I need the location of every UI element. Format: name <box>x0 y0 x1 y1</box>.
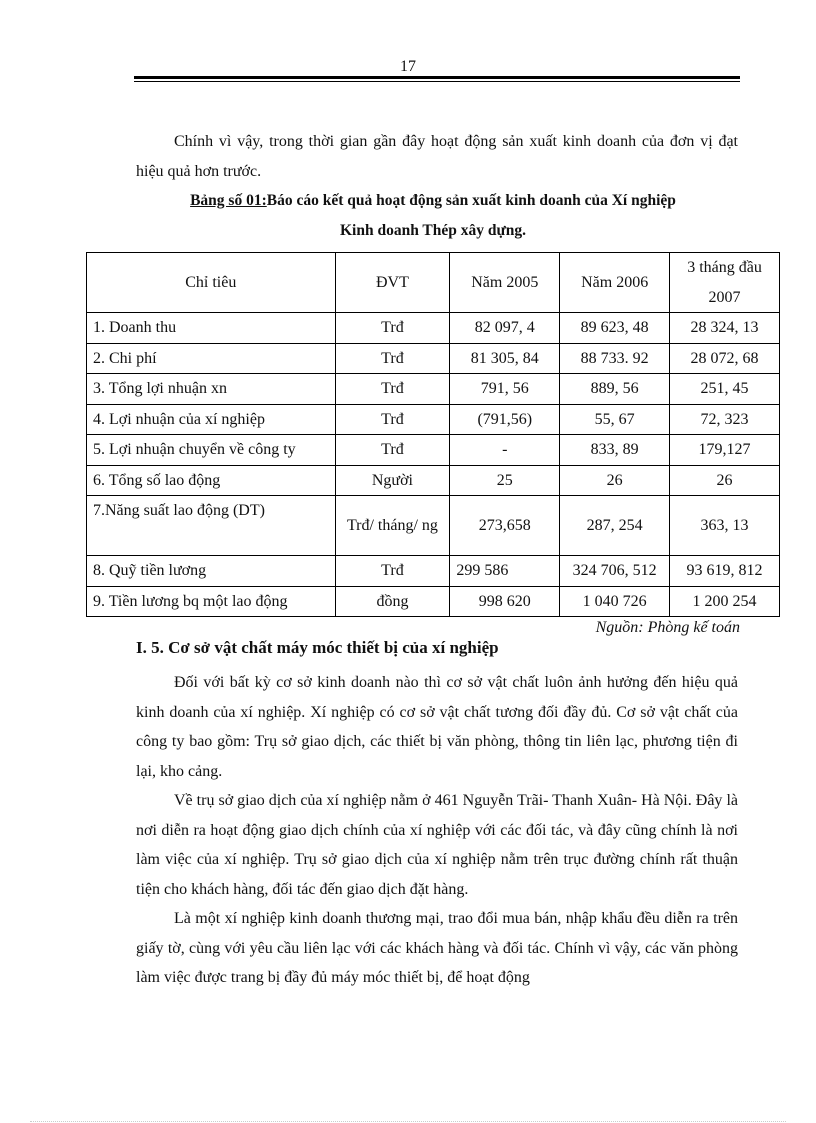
row-value-2005: 82 097, 4 <box>450 313 560 344</box>
table-caption-line2: Kinh doanh Thép xây dựng. <box>339 222 527 239</box>
row-value-2006: 287, 254 <box>560 496 670 556</box>
row-unit: Trđ <box>335 435 450 466</box>
table-row <box>87 465 780 496</box>
row-label: 8. Quỹ tiền lương <box>87 556 336 587</box>
row-unit: Người <box>335 465 450 496</box>
header-cell: ĐVT <box>335 253 450 313</box>
row-label: 7.Năng suất lao động (DT) <box>87 496 336 556</box>
row-unit: Trđ <box>335 374 450 405</box>
body-paragraph-2: Về trụ sở giao dịch của xí nghiệp nằm ở 461 Nguyễn Trãi- Thanh Xuân- Hà Nội. Đây là nơi diễn ra hoạt động giao dịch chính của xí nghiệp với các đối tác, và đây cũng chính là nơi làm việc của xí nghiệp. Trụ sở giao dịch của xí nghiệp nằm trên trục đường chính rất thuận tiện cho khách hàng, đối tác đến giao dịch đặt hàng. <box>136 792 738 898</box>
header-cell: Chỉ tiêu <box>87 253 336 313</box>
row-label: 5. Lợi nhuận chuyển về công ty <box>87 435 336 466</box>
header-cell: 3 tháng đầu 2007 <box>670 253 780 313</box>
table-row <box>87 404 780 435</box>
row-value-2005: - <box>450 435 560 466</box>
row-value-2005: 81 305, 84 <box>450 343 560 374</box>
header-cell: Năm 2006 <box>560 253 670 313</box>
row-unit: Trđ/ tháng/ ng <box>335 496 450 556</box>
row-value-2005: 791, 56 <box>450 374 560 405</box>
row-unit: Trđ <box>335 556 450 587</box>
row-label: 2. Chi phí <box>87 343 336 374</box>
table-row <box>87 435 780 466</box>
row-value-2007: 1 200 254 <box>670 586 780 617</box>
table-caption-line1 <box>86 192 780 210</box>
row-value-2007: 363, 13 <box>670 496 780 556</box>
header-cell: Năm 2005 <box>450 253 560 313</box>
intro-paragraph: Chính vì vậy, trong thời gian gần đây hoạt động sản xuất kinh doanh của đơn vị đạt hiệu quả hơn trước. <box>136 133 738 180</box>
table-row <box>87 496 780 556</box>
row-value-2005: 273,658 <box>450 496 560 556</box>
row-label: 4. Lợi nhuận của xí nghiệp <box>87 404 336 435</box>
row-value-2006: 889, 56 <box>560 374 670 405</box>
source-note: Nguồn: Phòng kế toán <box>595 619 740 636</box>
row-value-2007: 28 324, 13 <box>670 313 780 344</box>
table-row <box>87 374 780 405</box>
row-value-2005: 998 620 <box>450 586 560 617</box>
row-value-2006: 324 706, 512 <box>560 556 670 587</box>
row-value-2005: 25 <box>450 465 560 496</box>
row-value-2006: 1 040 726 <box>560 586 670 617</box>
table-row <box>87 343 780 374</box>
row-value-2006: 88 733. 92 <box>560 343 670 374</box>
row-value-2007: 179,127 <box>670 435 780 466</box>
header-rule-thin <box>134 81 740 82</box>
row-value-2006: 26 <box>560 465 670 496</box>
row-value-2006: 833, 89 <box>560 435 670 466</box>
row-value-2006: 89 623, 48 <box>560 313 670 344</box>
page-bottom-edge <box>30 1121 786 1122</box>
row-label: 1. Doanh thu <box>87 313 336 344</box>
row-value-2005: 299 586 <box>450 556 560 587</box>
row-unit: Trđ <box>335 343 450 374</box>
row-value-2007: 28 072, 68 <box>670 343 780 374</box>
body-paragraph-3: Là một xí nghiệp kinh doanh thương mại, trao đổi mua bán, nhập khẩu đều diễn ra trên giấy tờ, cùng với yêu cầu liên lạc với các khách hàng và đối tác. Chính vì vậy, các văn phòng làm việc được trang bị đầy đủ máy móc thiết bị, để hoạt động <box>136 910 738 986</box>
table-row <box>87 556 780 587</box>
table-header-row <box>87 253 780 313</box>
table-caption-title: Báo cáo kết quả hoạt động sản xuất kinh doanh của Xí nghiệp <box>266 192 676 209</box>
row-value-2007: 251, 45 <box>670 374 780 405</box>
row-unit: đồng <box>335 586 450 617</box>
header-rule-thick <box>134 76 740 79</box>
row-value-2007: 26 <box>670 465 780 496</box>
body-paragraph-1: Đối với bất kỳ cơ sở kinh doanh nào thì cơ sở vật chất luôn ảnh hưởng đến hiệu quả kinh doanh của xí nghiệp. Xí nghiệp có cơ sở vật chất tương đối đầy đủ. Cơ sở vật chất của công ty bao gồm: Trụ sở giao dịch, các thiết bị văn phòng, thông tin liên lạc, phương tiện đi lại, kho cảng. <box>136 674 738 780</box>
row-label: 6. Tổng số lao động <box>87 465 336 496</box>
row-value-2006: 55, 67 <box>560 404 670 435</box>
row-label: 3. Tổng lợi nhuận xn <box>87 374 336 405</box>
row-value-2007: 72, 323 <box>670 404 780 435</box>
table-row <box>87 586 780 617</box>
row-unit: Trđ <box>335 313 450 344</box>
table-caption-label: Bảng số 01: <box>190 192 267 209</box>
row-unit: Trđ <box>335 404 450 435</box>
section-heading: I. 5. Cơ sở vật chất máy móc thiết bị của xí nghiệp <box>136 638 499 657</box>
row-value-2005: (791,56) <box>450 404 560 435</box>
page-number: 17 <box>400 58 416 75</box>
results-table <box>86 252 780 617</box>
row-label: 9. Tiền lương bq một lao động <box>87 586 336 617</box>
table-row <box>87 313 780 344</box>
row-value-2007: 93 619, 812 <box>670 556 780 587</box>
